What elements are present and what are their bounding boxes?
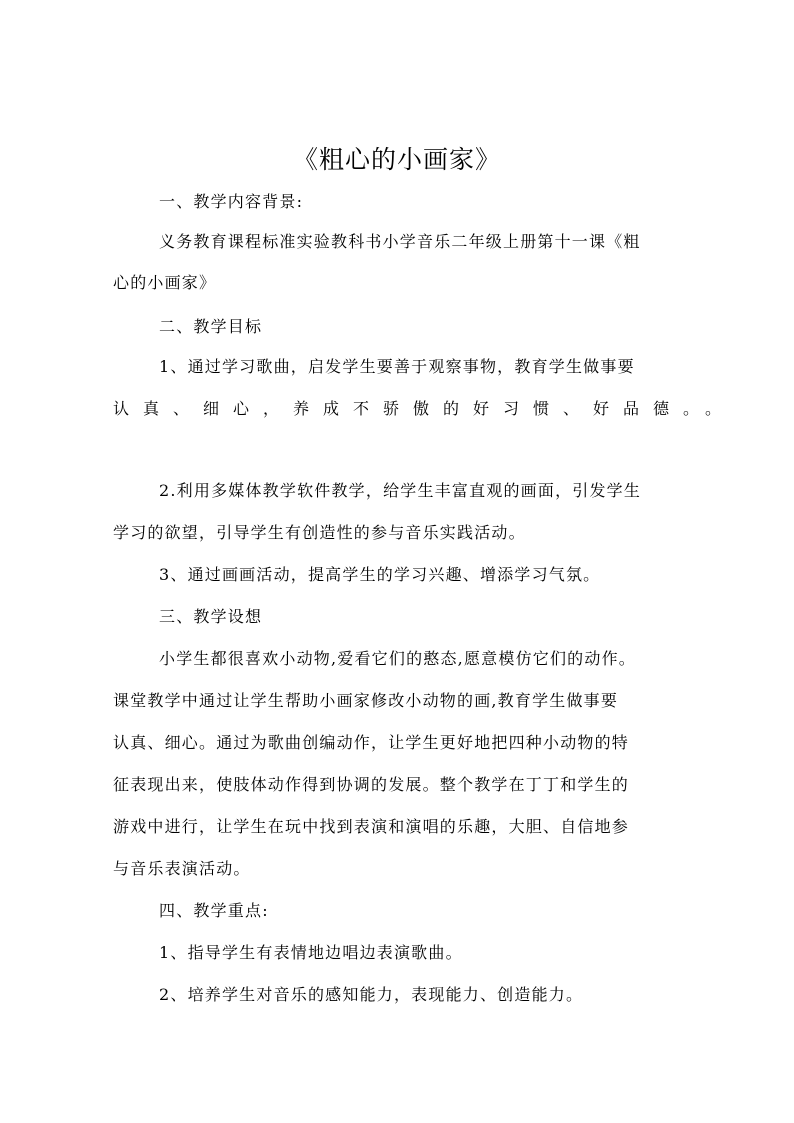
goal-item-1-line: 1、通过学习歌曲，启发学生要善于观察事物，教育学生做事要 (159, 357, 635, 376)
paragraph-line: 征表现出来，使肢体动作得到协调的发展。整个教学在丁丁和学生的 (113, 775, 630, 794)
section-heading-background: 一、教学内容背景: (159, 192, 304, 211)
section-heading-goals: 二、教学目标 (159, 317, 263, 336)
paragraph-line: 小学生都很喜欢小动物,爱看它们的憨态,愿意模仿它们的动作。 (159, 649, 636, 668)
paragraph-line: 课堂教学中通过让学生帮助小画家修改小动物的画,教育学生做事要 (113, 691, 619, 710)
paragraph-line: 心的小画家》 (113, 273, 217, 292)
goal-item-1-line: 认真、细心，养成不骄傲的好习惯、好品德。。 (113, 399, 736, 418)
section-heading-concept: 三、教学设想 (159, 607, 263, 626)
key-point-item-1: 1、指导学生有表情地边唱边表演歌曲。 (159, 943, 463, 962)
goal-item-3-line: 3、通过画画活动，提高学生的学习兴趣、增添学习气氛。 (159, 565, 601, 584)
goal-item-2-line: 学习的欲望，引导学生有创造性的参与音乐实践活动。 (113, 523, 526, 542)
paragraph-line: 与音乐表演活动。 (113, 859, 251, 878)
document-title: 《粗心的小画家》 (292, 145, 501, 174)
paragraph-line: 义务教育课程标准实验教科书小学音乐二年级上册第十一课《粗 (159, 232, 641, 251)
paragraph-line: 游戏中进行，让学生在玩中找到表演和演唱的乐趣，大胆、自信地参 (113, 817, 630, 836)
goal-item-2-line: 2.利用多媒体教学软件教学，给学生丰富直观的画面，引发学生 (159, 481, 642, 500)
key-point-item-2: 2、培养学生对音乐的感知能力，表现能力、创造能力。 (159, 985, 584, 1004)
paragraph-line: 认真、细心。通过为歌曲创编动作，让学生更好地把四种小动物的特 (113, 733, 630, 752)
section-heading-key-points: 四、教学重点: (159, 901, 269, 920)
